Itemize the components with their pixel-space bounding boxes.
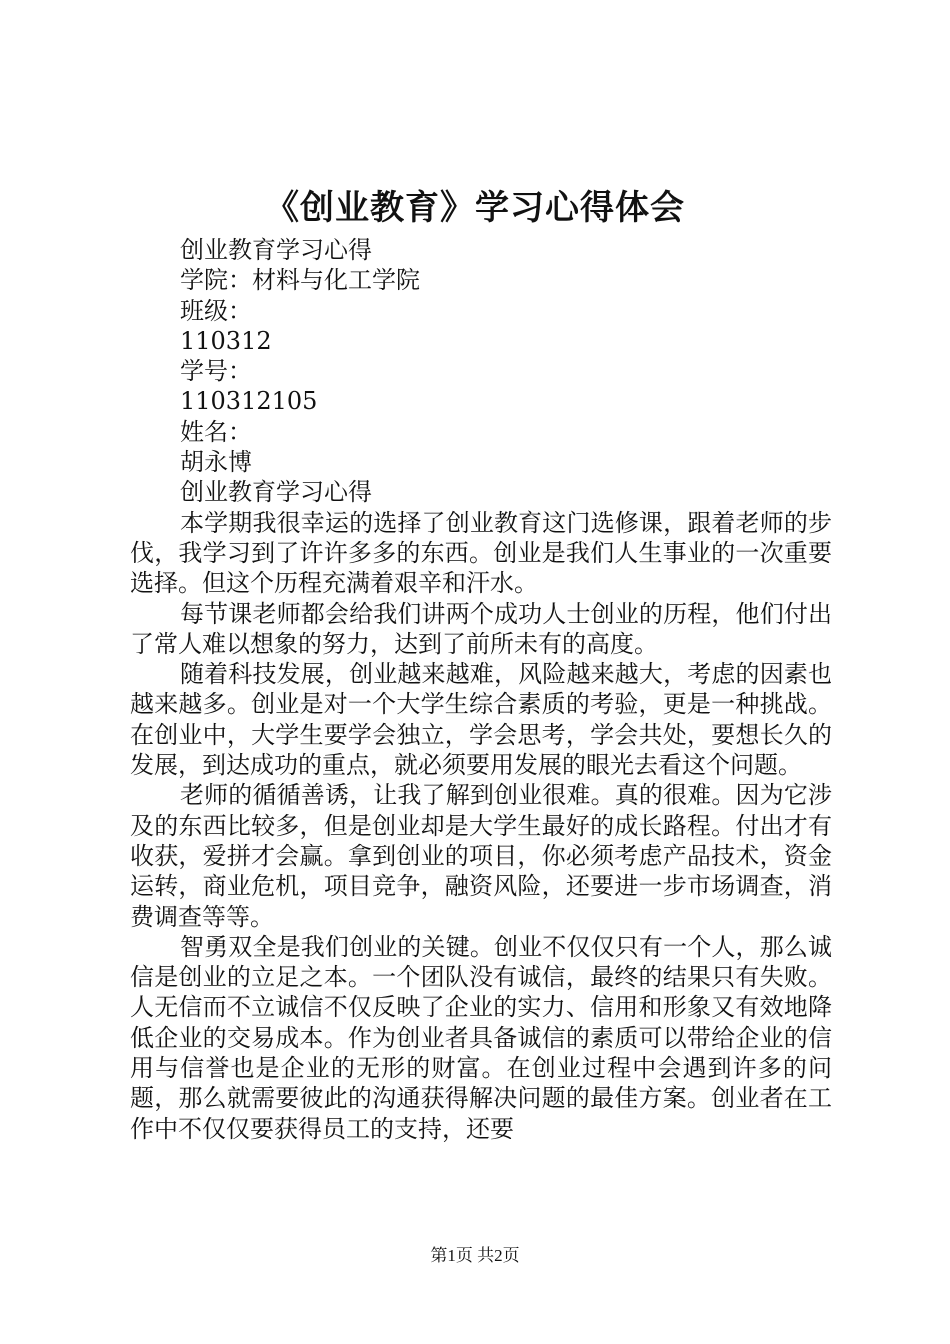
- header-line: 110312105: [180, 387, 318, 416]
- header-line: 学院：材料与化工学院: [180, 266, 420, 295]
- body-paragraph: 本学期我很幸运的选择了创业教育这门选修课，跟着老师的步伐，我学习到了许许多多的东西。创业是我们人生事业的一次重要选择。但这个历程充满着艰辛和汗水。: [130, 508, 832, 598]
- header-line: 胡永博: [180, 448, 252, 477]
- document-body: [130, 235, 832, 1144]
- page-number-footer: 第1页 共2页: [430, 1246, 520, 1265]
- body-paragraph: 每节课老师都会给我们讲两个成功人士创业的历程，他们付出了常人难以想象的努力，达到了前所未有的高度。: [130, 599, 832, 658]
- body-paragraph: 智勇双全是我们创业的关键。创业不仅仅只有一个人，那么诚信是创业的立足之本。一个团队没有诚信，最终的结果只有失败。人无信而不立诚信不仅反映了企业的实力、信用和形象又有效地降低企业的交易成本。作为创业者具备诚信的素质可以带给企业的信用与信誉也是企业的无形的财富。在创业过程中会遇到许多的问题，那么就需要彼此的沟通获得解决问题的最佳方案。创业者在工作中不仅仅要获得员工的支持，还要: [130, 932, 832, 1143]
- page-title: 《创业教育》学习心得体会: [265, 188, 685, 228]
- header-line: 110312: [180, 326, 272, 355]
- header-line: 创业教育学习心得: [180, 236, 372, 264]
- body-paragraph: 老师的循循善诱，让我了解到创业很难。真的很难。因为它涉及的东西比较多，但是创业却是大学生最好的成长路程。付出才有收获，爱拼才会赢。拿到创业的项目，你必须考虑产品技术，资金运转，商业危机，项目竞争，融资风险，还要进一步市场调查，消费调查等等。: [130, 781, 832, 931]
- body-paragraph: 随着科技发展，创业越来越难，风险越来越大，考虑的因素也越来越多。创业是对一个大学生综合素质的考验，更是一种挑战。在创业中，大学生要学会独立，学会思考，学会共处，要想长久的发展，到达成功的重点，就必须要用发展的眼光去看这个问题。: [130, 660, 832, 780]
- header-line: 班级：: [180, 296, 252, 325]
- header-line: 学号：: [180, 357, 252, 386]
- header-line: 创业教育学习心得: [180, 478, 372, 507]
- header-line: 姓名：: [180, 417, 252, 446]
